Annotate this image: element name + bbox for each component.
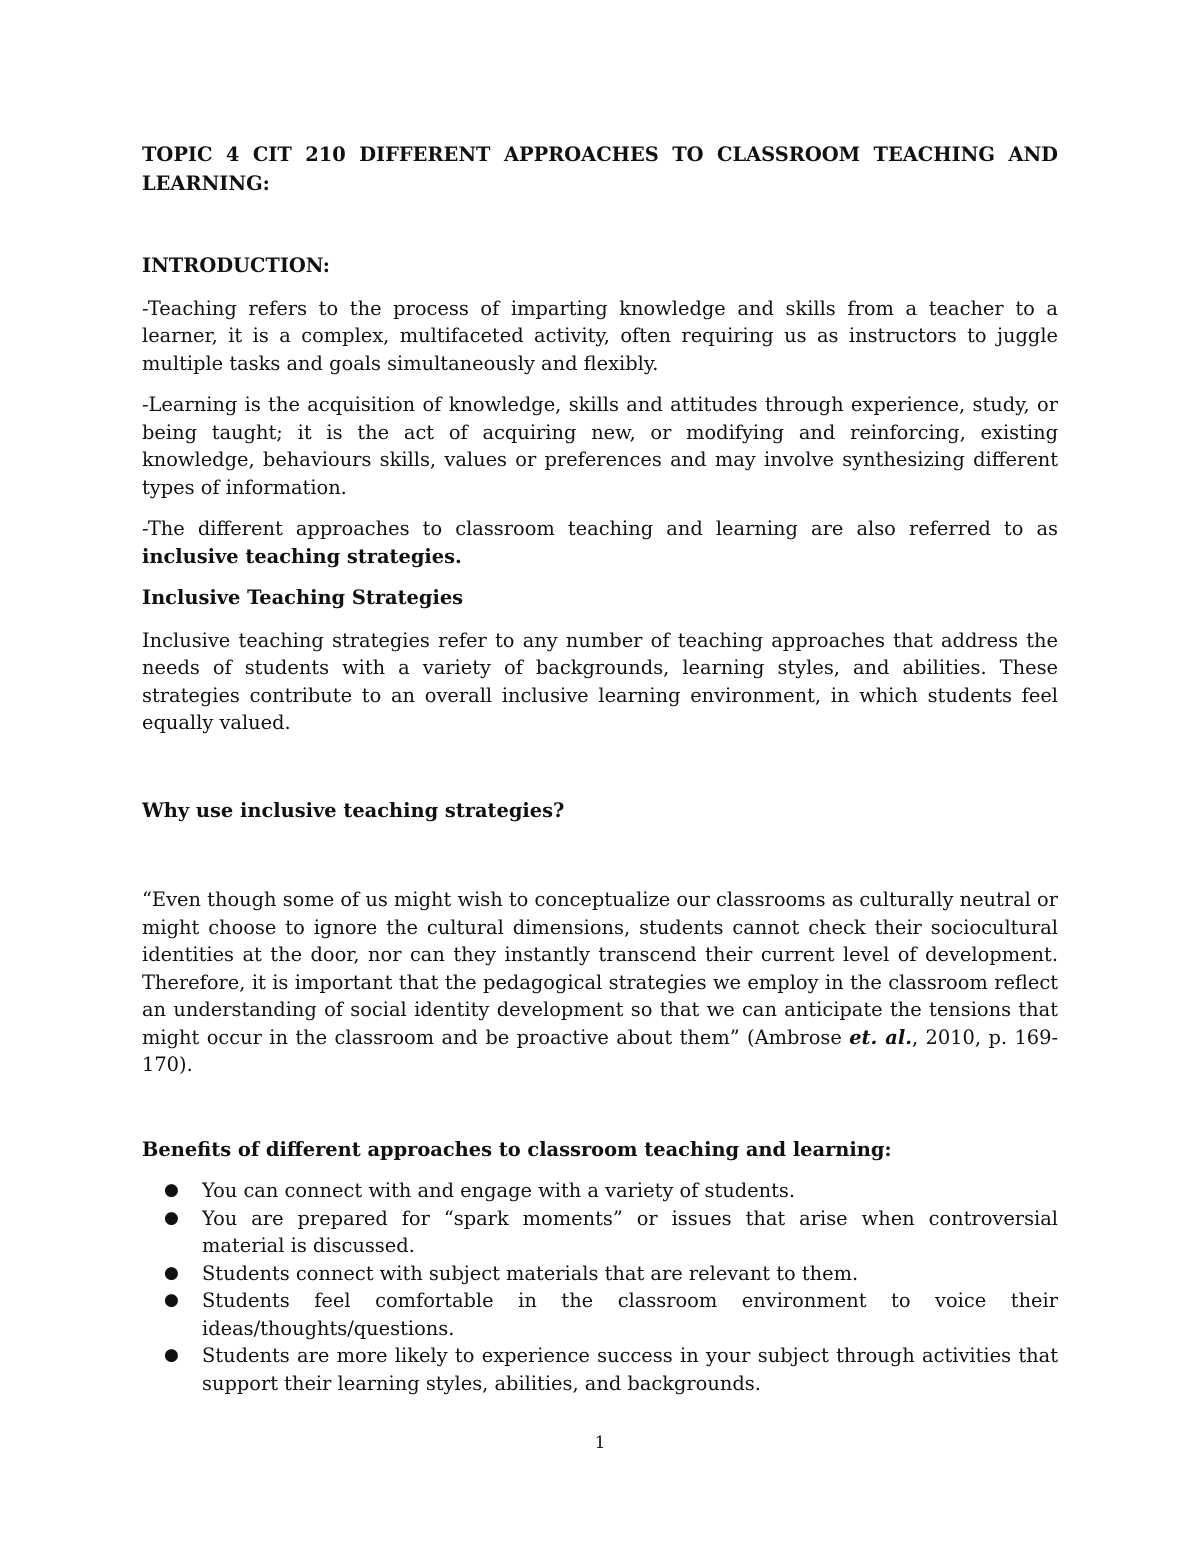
inclusive-strategies-term: inclusive teaching strategies. — [142, 544, 462, 568]
page-number: 1 — [594, 1433, 606, 1453]
bullet-icon: ● — [164, 1345, 179, 1365]
learning-definition-paragraph: -Learning is the acquisition of knowledge, skills and attitudes through experience, study, or being taught; it is the act of acquiring new, or modifying and reinforcing, existing knowledge, behaviours skills, values or preferences and may involve synthesizing different types of information. — [142, 393, 1058, 499]
approaches-paragraph — [142, 515, 1058, 570]
list-item — [142, 1205, 1058, 1260]
inclusive-strategies-heading: Inclusive Teaching Strategies — [142, 586, 464, 609]
teaching-definition-paragraph: -Teaching refers to the process of imparting knowledge and skills from a teacher to a learner, it is a complex, multifaceted activity, often requiring us as instructors to juggle multiple tasks and goals simultaneously and flexibly. — [142, 296, 1058, 375]
quote-citation: , 2010, p. 169-170). — [142, 1025, 1059, 1076]
list-item — [142, 1342, 1058, 1397]
list-item-text: Students connect with subject materials that are relevant to them. — [202, 1261, 859, 1285]
list-item — [142, 1287, 1058, 1342]
bullet-icon: ● — [164, 1207, 179, 1228]
benefits-list — [142, 1177, 1058, 1397]
list-item-text: Students feel comfortable in the classroom environment to voice their ideas/thoughts/questions. — [202, 1289, 1058, 1340]
quote-et-al: et. al. — [849, 1025, 912, 1049]
document-title: TOPIC 4 CIT 210 DIFFERENT APPROACHES TO CLASSROOM TEACHING AND LEARNING: — [142, 143, 1058, 195]
list-item — [142, 1177, 1058, 1205]
document-page — [142, 140, 1058, 1397]
list-item-text: You are prepared for “spark moments” or issues that arise when controversial material is discussed. — [202, 1206, 1058, 1257]
list-item — [142, 1260, 1058, 1288]
quote-text: “Even though some of us might wish to conceptualize our classrooms as culturally neutral or might choose to ignore the cultural dimensions, students cannot check their sociocultural identities at the door, nor can they instantly transcend their current level of development. Therefore, it is important that the pedagogical strategies we employ in the classroom reflect an understanding of social identity development so that we can anticipate the tensions that might occur in the classroom and be proactive about them” (Ambrose — [142, 888, 1058, 1049]
list-item-text: Students are more likely to experience success in your subject through activities that support their learning styles, abilities, and backgrounds. — [202, 1344, 1058, 1395]
why-inclusive-heading: Why use inclusive teaching strategies? — [142, 798, 565, 822]
ambrose-quote-paragraph — [142, 886, 1058, 1079]
bullet-icon: ● — [164, 1180, 179, 1200]
bullet-icon: ● — [164, 1290, 179, 1310]
benefits-heading: Benefits of different approaches to classroom teaching and learning: — [142, 1137, 892, 1161]
bullet-icon: ● — [164, 1262, 179, 1283]
introduction-heading: INTRODUCTION: — [142, 254, 330, 277]
list-item-text: You can connect with and engage with a variety of students. — [202, 1179, 796, 1202]
inclusive-strategies-paragraph: Inclusive teaching strategies refer to any number of teaching approaches that address the needs of students with a variety of backgrounds, learning styles, and abilities. These strategies contribute to an overall inclusive learning environment, in which students feel equally valued. — [142, 628, 1058, 734]
approaches-text: -The different approaches to classroom teaching and learning are also referred to as — [142, 517, 1058, 540]
